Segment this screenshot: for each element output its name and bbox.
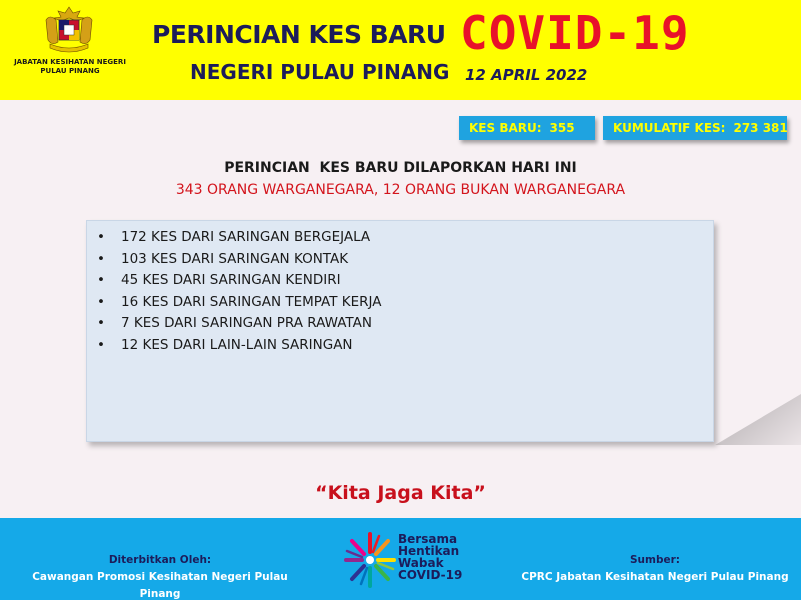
malaysia-coat-of-arms-icon [40,6,98,54]
cumulative-cases-value: 273 381 [733,121,788,135]
section-title: PERINCIAN KES BARU DILAPORKAN HARI INI [224,160,577,176]
new-cases-value: 355 [549,121,575,135]
publisher-block [10,552,310,600]
list-item-text: 45 KES DARI SARINGAN KENDIRI [121,272,341,288]
campaign-line: Wabak [398,556,444,570]
list-item-text: 7 KES DARI SARINGAN PRA RAWATAN [121,315,372,331]
source-name: CPRC Jabatan Kesihatan Negeri Pulau Pinang [521,571,789,583]
list-item [97,227,382,249]
header-banner [0,0,801,100]
list-item [97,313,382,335]
section-subtitle: 343 ORANG WARGANEGARA, 12 ORANG BUKAN WARGANEGARA [175,182,626,198]
department-line-1: JABATAN KESIHATAN NEGERI [14,58,126,66]
campaign-line: COVID-19 [398,568,463,582]
list-item-text: 16 KES DARI SARINGAN TEMPAT KERJA [121,293,382,310]
slogan: “Kita Jaga Kita” [315,482,486,504]
list-item-text: 103 KES DARI SARINGAN KONTAK [121,250,349,267]
source-label: Sumber: [630,554,680,566]
list-item [97,249,382,271]
new-cases-badge [459,116,595,140]
cumulative-cases-label: KUMULATIF KES: [613,121,726,135]
covid-title: COVID-19 [460,6,690,60]
bullet: • [97,315,105,331]
list-item [97,270,382,292]
source-block [520,552,790,586]
publisher-name: Cawangan Promosi Kesihatan Negeri Pulau Pinang [32,571,288,600]
department-line-2: PULAU PINANG [40,67,100,75]
bullet: • [97,229,105,245]
campaign-logo-text [398,533,462,581]
list-item [97,292,382,314]
list-item-text: 172 KES DARI SARINGAN BERGEJALA [121,229,371,245]
cumulative-cases-badge [603,116,787,140]
page-title: PERINCIAN KES BARU [152,20,446,49]
list-item-text: 12 KES DARI LAIN-LAIN SARINGAN [121,336,353,353]
panel-shadow [700,360,801,445]
bullet: • [97,293,105,310]
case-list [97,227,382,356]
bullet: • [97,336,105,353]
report-date: 12 APRIL 2022 [465,66,588,84]
new-cases-label: KES BARU: [469,121,542,135]
state-title: NEGERI PULAU PINANG [190,60,450,84]
department-name [0,58,140,76]
publisher-label: Diterbitkan Oleh: [108,554,212,566]
bullet: • [97,250,105,267]
list-item [97,335,382,357]
bullet: • [97,272,105,288]
campaign-line: Bersama [398,532,458,546]
campaign-line: Hentikan [398,544,460,558]
case-breakdown-panel [86,220,714,442]
